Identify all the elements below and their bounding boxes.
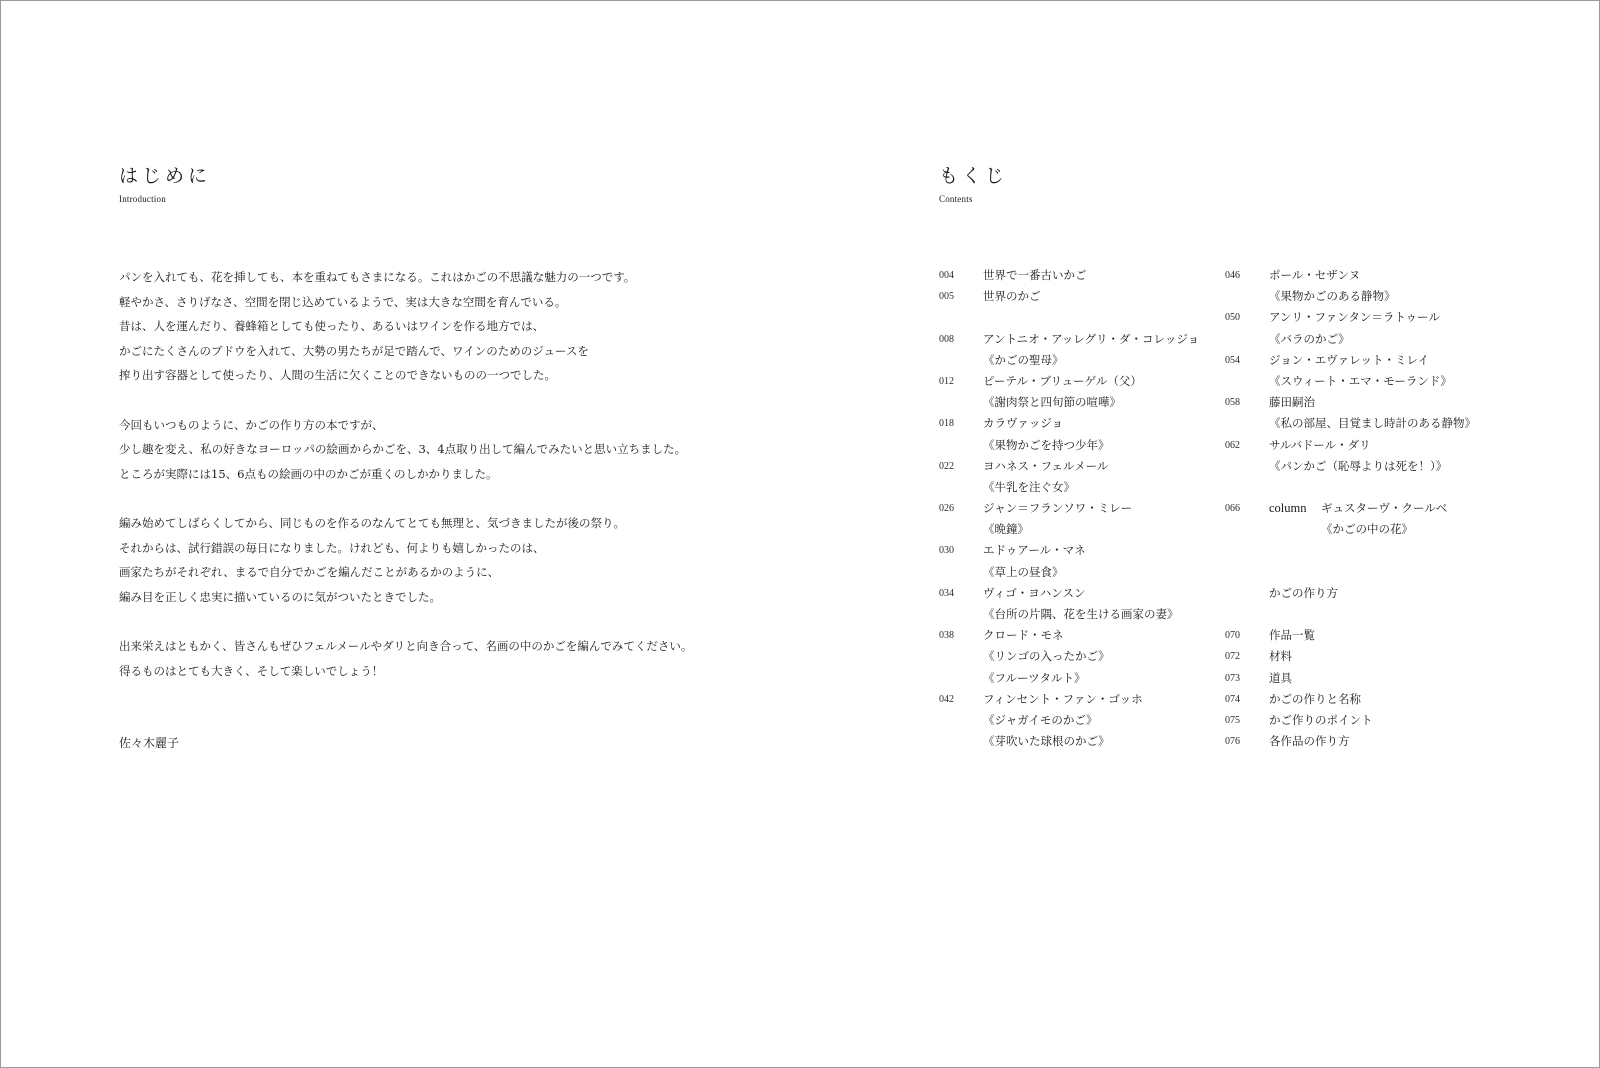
toc-title: フィンセント・ファン・ゴッホ — [983, 691, 1143, 706]
toc-page-number: 076 — [1225, 736, 1240, 748]
toc-entry[interactable] — [1225, 668, 1515, 689]
toc-entry[interactable] — [1225, 392, 1515, 413]
toc-entry[interactable] — [939, 456, 1229, 477]
toc-entry[interactable] — [1225, 456, 1515, 477]
toc-page-number: 022 — [939, 460, 954, 472]
toc-title: 藤田嗣治 — [1269, 395, 1315, 410]
toc-page-number: 012 — [939, 375, 954, 387]
toc-entry[interactable] — [1225, 498, 1515, 519]
toc-title: エドゥアール・マネ — [983, 543, 1086, 558]
toc-entry[interactable] — [939, 477, 1229, 498]
toc-page-number: 050 — [1225, 312, 1240, 324]
introduction-line: 出来栄えはともかく、皆さんもぜひフェルメールやダリと向き合って、名画の中のかごを編んでみてください。 — [119, 638, 693, 653]
contents-column-right — [1225, 265, 1515, 752]
toc-title: かご作りのポイント — [1269, 712, 1373, 727]
toc-title: 《謝肉祭と四旬節の喧嘩》 — [983, 395, 1121, 410]
toc-title: アンリ・ファンタン＝ラトゥール — [1269, 310, 1440, 325]
toc-title: 《ジャガイモのかご》 — [983, 712, 1098, 727]
introduction-line: ところが実際には15、6点もの絵画の中のかごが重くのしかかりました。 — [119, 466, 498, 481]
toc-entry[interactable] — [1225, 625, 1515, 646]
toc-title: 《果物かごのある静物》 — [1269, 289, 1396, 304]
toc-page-number: 005 — [939, 291, 954, 303]
toc-page-number: 066 — [1225, 503, 1240, 515]
toc-spacer — [1225, 604, 1515, 625]
toc-entry[interactable] — [939, 498, 1229, 519]
toc-entry[interactable] — [939, 710, 1229, 731]
toc-title: 《かごの中の花》 — [1321, 522, 1413, 537]
toc-entry[interactable] — [1225, 307, 1515, 328]
toc-title: ピーテル・ブリューゲル（父） — [983, 373, 1142, 388]
toc-page-number: 070 — [1225, 630, 1240, 642]
introduction-subtitle: Introduction — [119, 194, 166, 204]
toc-entry[interactable] — [939, 689, 1229, 710]
toc-entry[interactable] — [1225, 710, 1515, 731]
toc-page-number: 074 — [1225, 693, 1240, 705]
introduction-line: 編み目を正しく忠実に描いているのに気がついたときでした。 — [119, 589, 441, 604]
toc-entry[interactable] — [1225, 519, 1515, 540]
toc-entry[interactable] — [939, 286, 1229, 307]
toc-page-number: 042 — [939, 693, 954, 705]
toc-title: 世界で一番古いかご — [983, 268, 1087, 282]
toc-entry[interactable] — [939, 329, 1229, 350]
introduction-line: それからは、試行錯誤の毎日になりました。けれども、何よりも嬉しかったのは、 — [119, 540, 545, 555]
introduction-page — [1, 1, 800, 1067]
toc-title: 《晩鐘》 — [983, 522, 1029, 537]
toc-entry[interactable] — [939, 371, 1229, 392]
introduction-line: かごにたくさんのブドウを入れて、大勢の男たちが足で踏んで、ワインのためのジュースを — [119, 343, 589, 358]
toc-entry[interactable] — [1225, 435, 1515, 456]
toc-page-number: 046 — [1225, 270, 1240, 281]
introduction-line: 搾り出す容器として使ったり、人間の生活に欠くことのできないものの一つでした。 — [119, 368, 556, 383]
toc-title: 《草上の昼食》 — [983, 564, 1064, 579]
toc-title: サルバドール・ダリ — [1269, 437, 1371, 452]
toc-page-number: 034 — [939, 587, 954, 599]
toc-page-number: 054 — [1225, 354, 1240, 366]
toc-title: クロード・モネ — [983, 628, 1064, 643]
contents-subtitle: Contents — [939, 194, 973, 204]
toc-title: 材料 — [1269, 649, 1292, 664]
toc-entry[interactable] — [939, 435, 1229, 456]
toc-page-number: 008 — [939, 333, 954, 345]
toc-entry[interactable] — [939, 562, 1229, 583]
toc-title: ジャン＝フランソワ・ミレー — [983, 501, 1133, 516]
toc-entry[interactable] — [939, 519, 1229, 540]
toc-title: 《私の部屋、目覚まし時計のある静物》 — [1269, 416, 1476, 431]
toc-page-number: 026 — [939, 503, 954, 515]
introduction-paragraph — [119, 413, 687, 487]
toc-title: 《リンゴの入ったかご》 — [983, 649, 1110, 664]
toc-entry[interactable] — [1225, 689, 1515, 710]
toc-title: 道具 — [1269, 670, 1292, 685]
toc-entry[interactable] — [1225, 646, 1515, 667]
toc-spacer — [1225, 477, 1515, 498]
toc-title: 《果物かごを持つ少年》 — [983, 437, 1110, 452]
toc-entry[interactable] — [1225, 286, 1515, 307]
toc-entry[interactable] — [1225, 583, 1515, 604]
toc-entry[interactable] — [939, 604, 1229, 625]
introduction-paragraph — [119, 634, 693, 683]
toc-page-number: 018 — [939, 418, 954, 430]
toc-page-number: 004 — [939, 270, 954, 281]
toc-page-number: 073 — [1225, 672, 1240, 684]
toc-title: カラヴァッジョ — [983, 416, 1064, 431]
toc-title: かごの作り方 — [1269, 585, 1338, 600]
toc-entry[interactable] — [939, 646, 1229, 667]
toc-entry[interactable] — [939, 583, 1229, 604]
toc-title: アントニオ・アッレグリ・ダ・コレッジョ — [983, 331, 1200, 346]
toc-title: 作品一覧 — [1269, 628, 1315, 643]
toc-page-number: 075 — [1225, 714, 1240, 726]
toc-entry[interactable] — [939, 392, 1229, 413]
toc-spacer — [939, 307, 1229, 328]
toc-page-number: 058 — [1225, 397, 1240, 409]
toc-title: かごの作りと名称 — [1269, 691, 1361, 706]
toc-entry[interactable] — [939, 731, 1229, 752]
introduction-body — [119, 265, 693, 708]
toc-title: 《パンかご（恥辱よりは死を！）》 — [1269, 458, 1448, 473]
toc-entry[interactable] — [939, 540, 1229, 561]
toc-entry[interactable] — [1225, 350, 1515, 371]
contents-column-left — [939, 265, 1229, 752]
toc-spacer — [1225, 540, 1515, 561]
introduction-title: はじめに — [119, 165, 212, 187]
toc-title: 《フルーツタルト》 — [983, 670, 1086, 685]
toc-entry[interactable] — [1225, 329, 1515, 350]
introduction-line: 画家たちがそれぞれ、まるで自分でかごを編んだことがあるかのように、 — [119, 565, 500, 580]
toc-title: 各作品の作り方 — [1269, 734, 1350, 749]
toc-column-label: column — [1269, 501, 1307, 516]
introduction-line: 軽やかさ、さりげなさ、空間を閉じ込めているようで、実は大きな空間を育んでいる。 — [119, 294, 567, 309]
toc-title: ヨハネス・フェルメール — [983, 458, 1109, 473]
toc-entry[interactable] — [1225, 371, 1515, 392]
toc-page-number: 038 — [939, 630, 954, 642]
introduction-line: パンを入れても、花を挿しても、本を重ねてもさまになる。これはかごの不思議な魅力の一つです。 — [119, 270, 636, 284]
toc-page-number: 072 — [1225, 651, 1240, 663]
toc-spacer — [1225, 562, 1515, 583]
introduction-paragraph — [119, 511, 679, 609]
toc-entry[interactable] — [939, 350, 1229, 371]
toc-title: 《かごの聖母》 — [983, 352, 1064, 367]
introduction-line: 編み始めてしばらくしてから、同じものを作るのなんてとても無理と、気づきましたが後の祭り。 — [119, 515, 625, 530]
toc-entry[interactable] — [939, 625, 1229, 646]
toc-entry[interactable] — [1225, 731, 1515, 752]
toc-title: 《バラのかご》 — [1269, 331, 1350, 346]
introduction-line: 今回もいつものように、かごの作り方の本ですが、 — [119, 417, 384, 432]
introduction-line: 昔は、人を運んだり、養蜂箱としても使ったり、あるいはワインを作る地方では、 — [119, 319, 545, 334]
author-name: 佐々木麗子 — [119, 736, 180, 750]
toc-title: ギュスターヴ・クールベ — [1321, 501, 1448, 516]
contents-page — [800, 1, 1599, 1067]
toc-title: ジョン・エヴァレット・ミレイ — [1269, 352, 1429, 367]
introduction-line: 少し趣を変え、私の好きなヨーロッパの絵画からかごを、3、4点取り出して編んでみたいと思い立ちました。 — [119, 442, 687, 457]
toc-title: 《台所の片隅、花を生ける画家の妻》 — [983, 607, 1179, 621]
toc-entry[interactable] — [939, 413, 1229, 434]
toc-entry[interactable] — [1225, 413, 1515, 434]
toc-title: 世界のかご — [983, 289, 1041, 304]
contents-title: もくじ — [939, 165, 1009, 187]
toc-page-number: 030 — [939, 545, 954, 557]
toc-entry[interactable] — [939, 668, 1229, 689]
toc-title: 《芽吹いた球根のかご》 — [983, 734, 1110, 749]
toc-entry[interactable] — [939, 265, 1229, 286]
introduction-paragraph — [119, 265, 679, 388]
introduction-line: 得るものはとても大きく、そして楽しいでしょう！ — [119, 663, 384, 678]
toc-title: ヴィゴ・ヨハンスン — [983, 585, 1086, 600]
toc-title: 《牛乳を注ぐ女》 — [983, 479, 1075, 494]
toc-page-number: 062 — [1225, 439, 1240, 451]
toc-title: 《スウィート・エマ・モーランド》 — [1269, 373, 1452, 388]
toc-title: ポール・セザンヌ — [1269, 268, 1361, 282]
toc-entry[interactable] — [1225, 265, 1515, 286]
